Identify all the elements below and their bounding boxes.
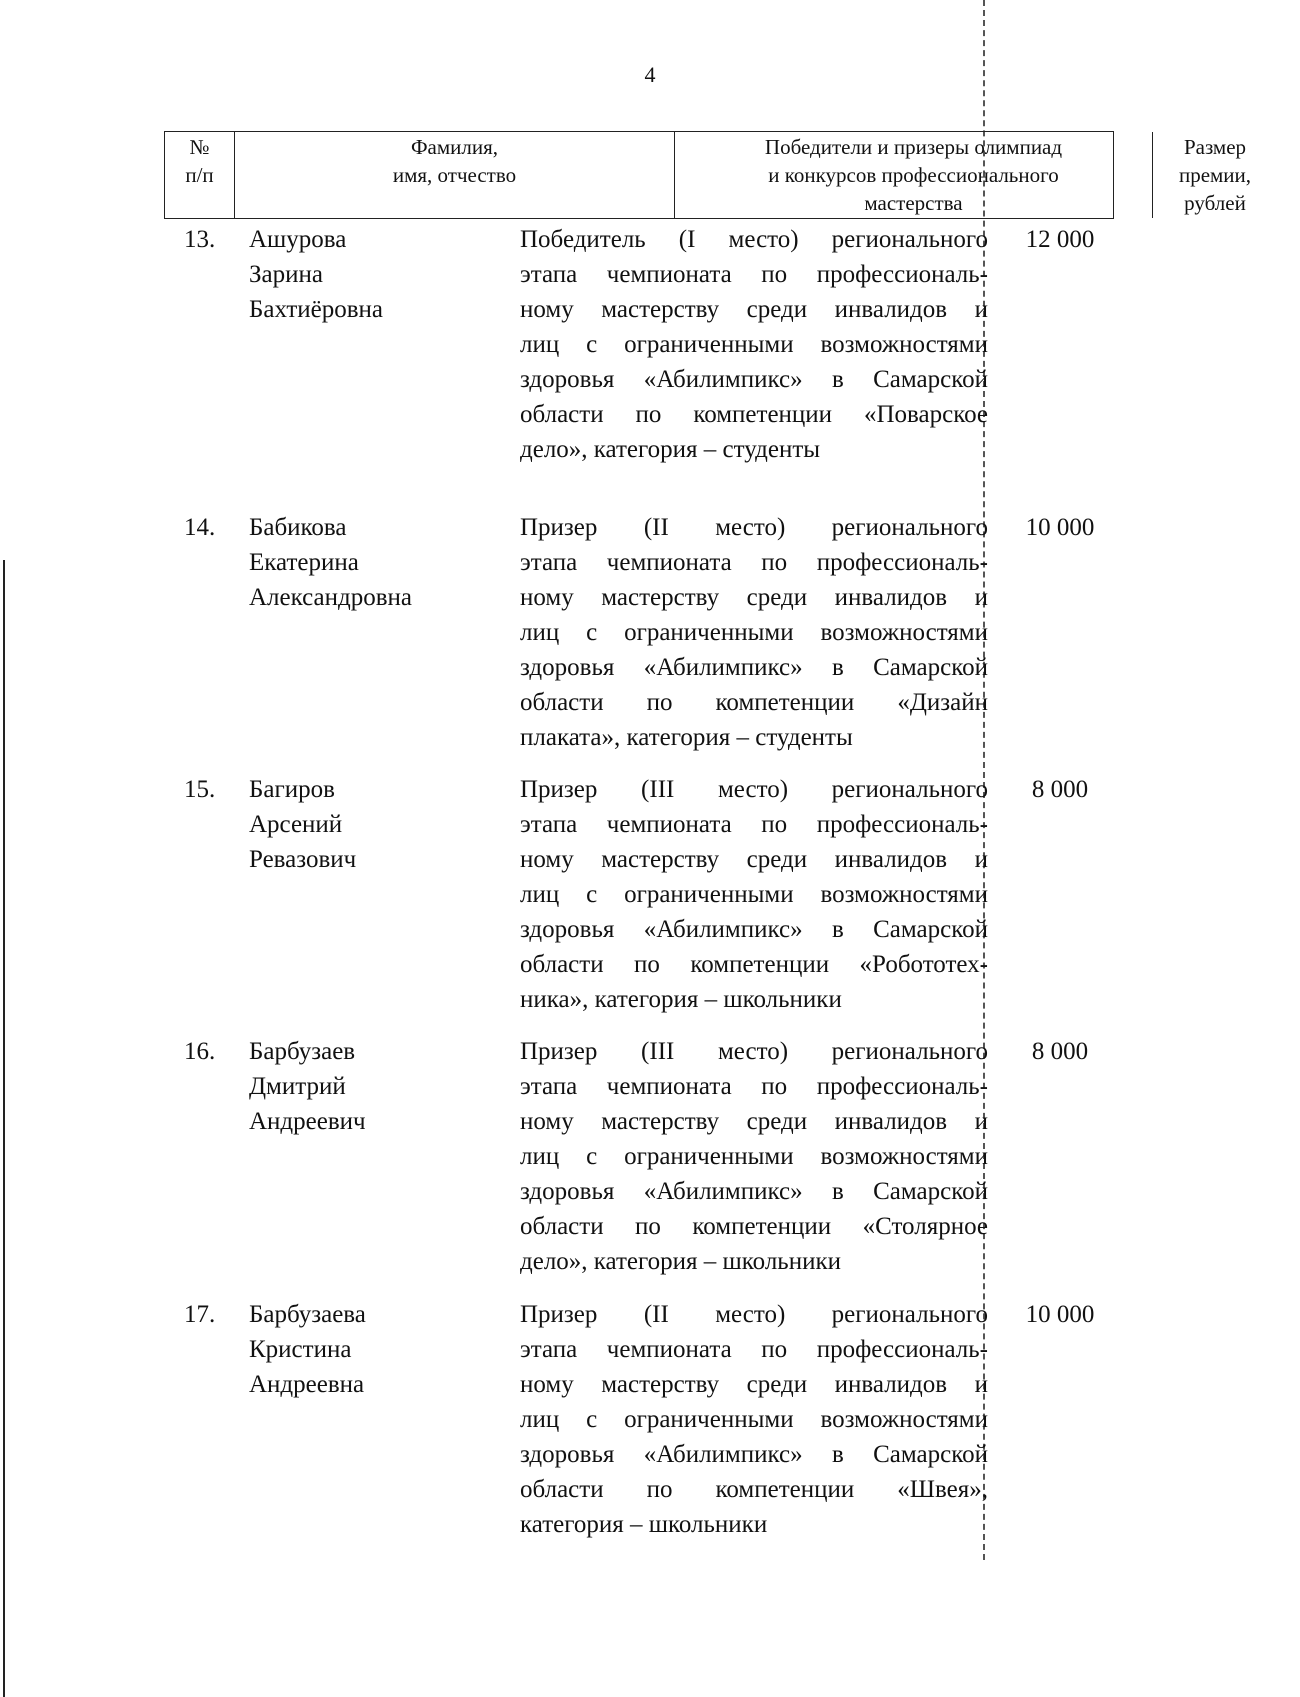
row-achievement (520, 1297, 988, 1542)
achievement-line: лиц с ограниченными возможностями (520, 331, 988, 358)
header-amount-line: премии, (1178, 163, 1252, 187)
header-amount-cell (1153, 132, 1277, 218)
row-number: 17. (184, 1301, 216, 1328)
achievement-line: этапа чемпионата по профессиональ- (520, 811, 988, 838)
achievement-line: дело», категория – школьники (520, 1248, 841, 1275)
row-number: 15. (184, 776, 216, 803)
first-name: Зарина (249, 261, 323, 288)
row-achievement (520, 510, 988, 755)
header-number-line: № (189, 135, 210, 159)
surname: Барбузаев (249, 1038, 356, 1065)
achievement-line: этапа чемпионата по профессиональ- (520, 549, 988, 576)
header-achievement-line: Победители и призеры олимпиад (764, 135, 1063, 159)
achievement-line: Призер (III место) регионального (520, 1038, 988, 1065)
achievement-line: ному мастерству среди инвалидов и (520, 846, 988, 873)
header-amount-line: рублей (1184, 191, 1246, 215)
achievement-line: лиц с ограниченными возможностями (520, 881, 988, 908)
row-achievement (520, 1034, 988, 1279)
row-amount: 8 000 (1031, 776, 1089, 803)
row-name (249, 772, 356, 877)
achievement-line: Призер (II место) регионального (520, 514, 988, 541)
first-name: Екатерина (249, 549, 359, 576)
achievement-line: Призер (III место) регионального (520, 776, 988, 803)
achievement-line: этапа чемпионата по профессиональ- (520, 261, 988, 288)
header-name-line: Фамилия, (410, 135, 499, 159)
header-number-cell (165, 132, 235, 218)
surname: Бабикова (249, 514, 347, 541)
achievement-line: области по компетенции «Дизайн (520, 689, 988, 716)
achievement-line: здоровья «Абилимпикс» в Самарской (520, 654, 988, 681)
page-number: 4 (644, 62, 656, 87)
achievement-line: ному мастерству среди инвалидов и (520, 296, 988, 323)
achievement-line: лиц с ограниченными возможностями (520, 1143, 988, 1170)
achievement-line: ному мастерству среди инвалидов и (520, 1108, 988, 1135)
row-number: 16. (184, 1038, 216, 1065)
achievement-line: ника», категория – школьники (520, 986, 842, 1013)
achievement-line: этапа чемпионата по профессиональ- (520, 1336, 988, 1363)
achievement-line: здоровья «Абилимпикс» в Самарской (520, 916, 988, 943)
achievement-line: Призер (II место) регионального (520, 1301, 988, 1328)
achievement-line: категория – школьники (520, 1511, 768, 1538)
first-name: Дмитрий (249, 1073, 346, 1100)
header-achievement-line: мастерства (864, 191, 963, 215)
header-name-cell (235, 132, 675, 218)
patronymic: Александровна (249, 584, 413, 611)
achievement-line: ному мастерству среди инвалидов и (520, 1371, 988, 1398)
row-amount: 12 000 (1025, 226, 1095, 253)
surname: Ашурова (249, 226, 347, 253)
row-name (249, 222, 383, 327)
achievement-line: области по компетенции «Поварское (520, 401, 988, 428)
table-header (164, 131, 1252, 219)
header-name-line: имя, отчество (392, 163, 517, 187)
header-amount-line: Размер (1183, 135, 1247, 159)
achievement-line: Победитель (I место) регионального (520, 226, 988, 253)
row-amount: 8 000 (1031, 1038, 1089, 1065)
row-achievement (520, 772, 988, 1017)
header-number-line: п/п (185, 163, 214, 187)
row-name (249, 1034, 366, 1139)
row-name (249, 1297, 366, 1402)
header-achievement-line: и конкурсов профессионального (768, 163, 1059, 187)
first-name: Кристина (249, 1336, 352, 1363)
patronymic: Бахтиёровна (249, 296, 384, 323)
row-amount: 10 000 (1025, 1301, 1095, 1328)
header-achievement-cell (675, 132, 1153, 218)
left-margin-line (3, 560, 5, 1697)
patronymic: Андреевна (249, 1371, 365, 1398)
first-name: Арсений (249, 811, 343, 838)
achievement-line: лиц с ограниченными возможностями (520, 1406, 988, 1433)
row-achievement (520, 222, 988, 467)
achievement-line: области по компетенции «Столярное (520, 1213, 988, 1240)
surname: Багиров (249, 776, 335, 803)
achievement-line: ному мастерству среди инвалидов и (520, 584, 988, 611)
achievement-line: здоровья «Абилимпикс» в Самарской (520, 1441, 988, 1468)
achievement-line: области по компетенции «Швея», (520, 1476, 988, 1503)
row-number: 14. (184, 514, 216, 541)
patronymic: Андреевич (249, 1108, 366, 1135)
achievement-line: области по компетенции «Робототех- (520, 951, 988, 978)
achievement-line: этапа чемпионата по профессиональ- (520, 1073, 988, 1100)
achievement-line: плаката», категория – студенты (520, 724, 853, 751)
row-amount: 10 000 (1025, 514, 1095, 541)
achievement-line: дело», категория – студенты (520, 436, 821, 463)
row-number: 13. (184, 226, 216, 253)
achievement-line: лиц с ограниченными возможностями (520, 619, 988, 646)
row-name (249, 510, 412, 615)
patronymic: Ревазович (249, 846, 357, 873)
surname: Барбузаева (249, 1301, 366, 1328)
achievement-line: здоровья «Абилимпикс» в Самарской (520, 1178, 988, 1205)
achievement-line: здоровья «Абилимпикс» в Самарской (520, 366, 988, 393)
